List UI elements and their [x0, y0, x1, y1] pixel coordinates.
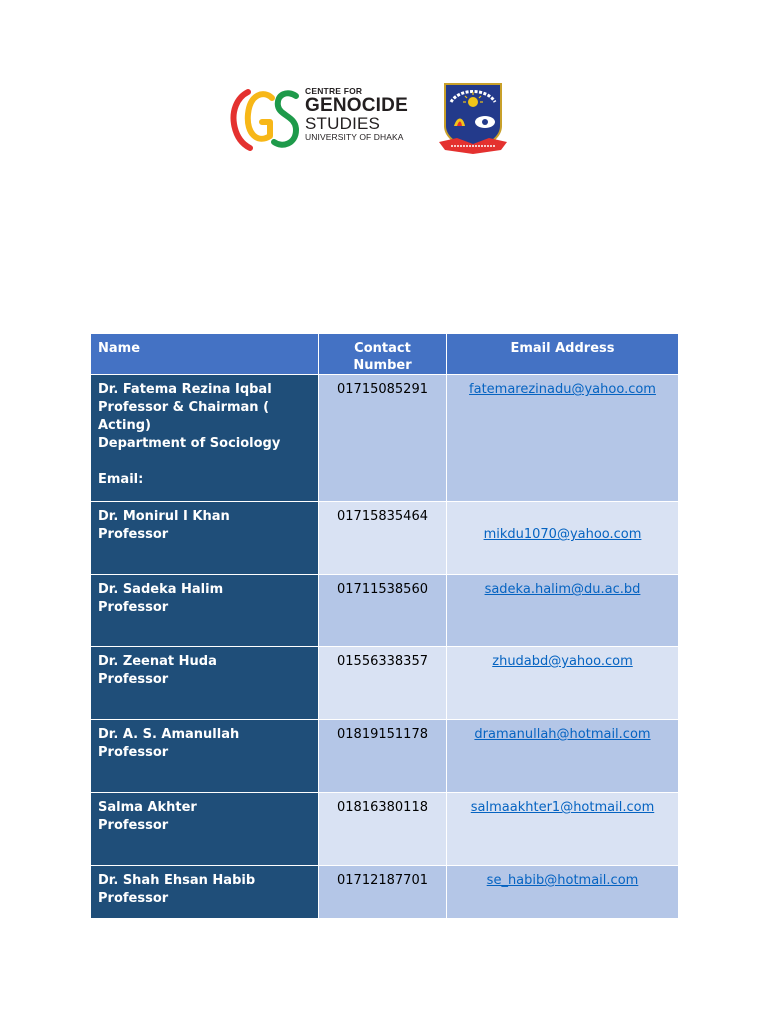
- name-cell: [91, 647, 318, 720]
- table-row: [91, 647, 678, 720]
- contact-cell: [318, 720, 446, 793]
- table-row: [91, 375, 678, 502]
- table-row: [91, 793, 678, 866]
- email-link[interactable]: sadeka.halim@du.ac.bd: [484, 582, 641, 597]
- cgs-mark-s: [274, 93, 296, 144]
- person-title: Professor: [98, 745, 169, 760]
- contact-number: 01715835464: [337, 509, 428, 524]
- person-name: Dr. Monirul I Khan: [98, 509, 230, 524]
- cgs-logo: [228, 84, 408, 152]
- column-header-name: Name: [91, 334, 318, 375]
- name-cell: [91, 575, 318, 647]
- person-name: Salma Akhter: [98, 800, 197, 815]
- email-link[interactable]: mikdu1070@yahoo.com: [483, 527, 642, 542]
- name-cell: [91, 793, 318, 866]
- faculty-contact-table: [91, 334, 679, 919]
- name-cell: [91, 375, 318, 502]
- cgs-line-university: UNIVERSITY OF DHAKA: [305, 132, 404, 142]
- table-row: [91, 575, 678, 647]
- email-cell: [446, 793, 678, 866]
- email-cell: [446, 720, 678, 793]
- person-name: Dr. Zeenat Huda: [98, 654, 217, 669]
- email-link[interactable]: salmaakhter1@hotmail.com: [470, 800, 655, 815]
- contact-number: 01715085291: [337, 382, 428, 397]
- column-header-contact: Contact Number: [318, 334, 446, 375]
- name-cell: [91, 866, 318, 919]
- email-link[interactable]: zhudabd@yahoo.com: [492, 654, 633, 669]
- person-name: Dr. Shah Ehsan Habib: [98, 873, 256, 888]
- table-row: [91, 720, 678, 793]
- person-title: Professor & Chairman ( Acting): [98, 400, 270, 433]
- table-row: [91, 502, 678, 575]
- email-link[interactable]: fatemarezinadu@yahoo.com: [469, 382, 656, 397]
- person-name: Dr. Fatema Rezina Iqbal: [98, 382, 272, 397]
- person-title: Professor: [98, 527, 169, 542]
- email-cell: [446, 502, 678, 575]
- contact-cell: [318, 647, 446, 720]
- person-title: Professor: [98, 891, 169, 906]
- person-title: Professor: [98, 672, 169, 687]
- contact-cell: [318, 793, 446, 866]
- name-cell: [91, 720, 318, 793]
- contact-number: 01712187701: [337, 873, 428, 888]
- email-link[interactable]: dramanullah@hotmail.com: [474, 727, 651, 742]
- contact-number: 01711538560: [337, 582, 428, 597]
- table-row: [91, 866, 678, 919]
- contact-cell: [318, 375, 446, 502]
- column-header-email: Email Address: [446, 334, 678, 375]
- person-name: Dr. A. S. Amanullah: [98, 727, 240, 742]
- contact-cell: [318, 866, 446, 919]
- email-cell: [446, 575, 678, 647]
- table-header-row: [91, 334, 678, 375]
- contact-cell: [318, 502, 446, 575]
- person-title: Professor: [98, 818, 169, 833]
- cgs-logo-mark: [228, 84, 300, 152]
- email-cell: [446, 866, 678, 919]
- email-cell: [446, 647, 678, 720]
- email-cell: [446, 375, 678, 502]
- spacer: [98, 453, 312, 471]
- cgs-line-genocide: GENOCIDE: [305, 95, 408, 116]
- contact-number: 01819151178: [337, 727, 428, 742]
- cgs-mark-g: [248, 94, 272, 139]
- contact-cell: [318, 575, 446, 647]
- name-cell: [91, 502, 318, 575]
- cgs-line-studies: STUDIES: [305, 114, 381, 133]
- contact-number: 01816380118: [337, 800, 428, 815]
- contact-number: 01556338357: [337, 654, 428, 669]
- person-title: Professor: [98, 600, 169, 615]
- email-label: Email:: [98, 472, 144, 487]
- person-department: Department of Sociology: [98, 436, 281, 451]
- cgs-logo-text: [305, 86, 408, 143]
- email-link[interactable]: se_habib@hotmail.com: [486, 873, 639, 888]
- university-of-dhaka-seal: [437, 80, 509, 156]
- person-name: Dr. Sadeka Halim: [98, 582, 224, 597]
- cgs-line-centre-for: CENTRE FOR: [305, 86, 363, 96]
